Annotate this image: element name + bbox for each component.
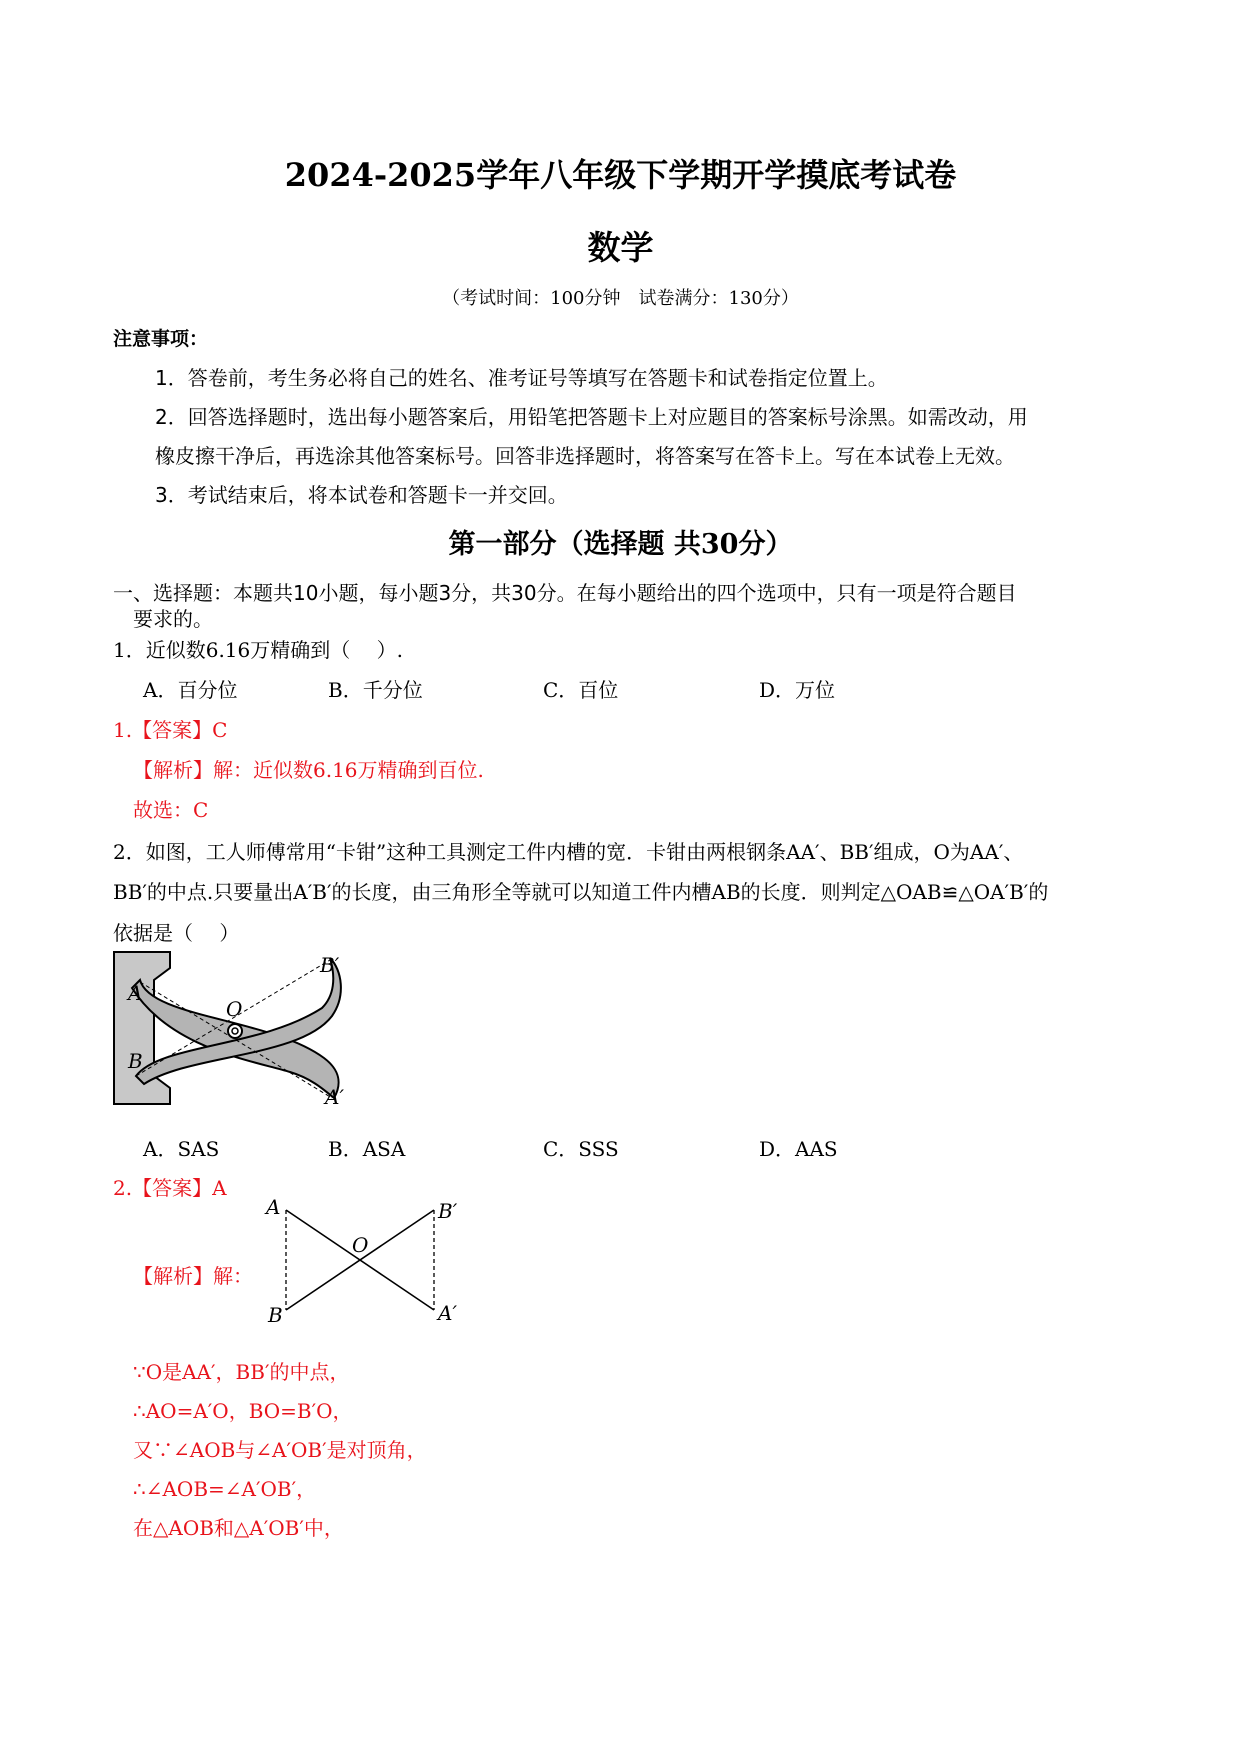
q2-analysis-line-5: 在△AOB和△A′OB′中， [133, 1516, 344, 1540]
label-b-prime: B′ [320, 953, 340, 977]
note-item-2: 2．回答选择题时，选出每小题答案后，用铅笔把答题卡上对应题目的答案标号涂黑。如需改动，用 [155, 405, 1028, 429]
q2-option-b: B．ASA [328, 1137, 406, 1161]
q1-stem: 1．近似数6.16万精确到（ ）. [113, 638, 403, 662]
caliper-figure [110, 948, 380, 1108]
q1-option-a: A．百分位 [143, 678, 238, 702]
part1-title: 第一部分（选择题 共30分） [448, 529, 793, 560]
diagram-label-b-prime: B′ [438, 1199, 458, 1223]
q2-option-d: D．AAS [759, 1137, 838, 1161]
note-item-1: 1．答卷前，考生务必将自己的姓名、准考证号等填写在答题卡和试卷指定位置上。 [155, 366, 888, 390]
q1-analysis: 【解析】解：近似数6.16万精确到百位. [133, 758, 484, 782]
label-b: B [128, 1049, 143, 1073]
note-item-3: 3．考试结束后，将本试卷和答题卡一并交回。 [155, 483, 568, 507]
q2-analysis-label: 【解析】解： [133, 1264, 253, 1288]
q2-stem-line-3: 依据是（ ） [113, 921, 240, 945]
q2-option-a: A．SAS [143, 1137, 220, 1161]
q2-analysis-line-2: ∴AO=A′O，BO=B′O， [133, 1399, 353, 1423]
answer-diagram [260, 1196, 470, 1326]
label-o: O [226, 997, 243, 1021]
q2-stem-line-1: 2．如图，工人师傅常用“卡钳”这种工具测定工件内槽的宽．卡钳由两根钢条AA′、BB′组成，O为AA′、 [113, 840, 1024, 864]
notes-heading: 注意事项： [113, 328, 209, 350]
q1-option-d: D．万位 [759, 678, 836, 702]
q1-answer: 1.【答案】C [113, 718, 228, 742]
section-intro-line-2: 要求的。 [133, 607, 213, 631]
q1-option-b: B．千分位 [328, 678, 423, 702]
diagram-label-o: O [352, 1233, 369, 1257]
diagram-label-a-prime: A′ [438, 1301, 457, 1325]
q2-stem-line-2: BB′的中点.只要量出A′B′的长度，由三角形全等就可以知道工件内槽AB的长度．则判定△OAB≌△OA′B′的 [113, 880, 1049, 904]
diagram-label-b: B [268, 1303, 283, 1326]
diagram-label-a: A [266, 1196, 281, 1219]
exam-subject: 数学 [587, 228, 654, 267]
q2-analysis-line-1: ∵O是AA′，BB′的中点， [133, 1360, 350, 1384]
q2-option-c: C．SSS [543, 1137, 619, 1161]
q2-analysis-line-4: ∴∠AOB=∠A′OB′， [133, 1477, 317, 1501]
exam-title: 2024-2025学年八年级下学期开学摸底考试卷 [284, 156, 957, 194]
q2-answer: 2.【答案】A [113, 1176, 227, 1200]
label-a: A [128, 981, 143, 1005]
pivot-circle [228, 1024, 242, 1038]
q1-option-c: C．百位 [543, 678, 619, 702]
q1-conclusion: 故选：C [133, 798, 209, 822]
label-a-prime: A′ [325, 1085, 344, 1108]
q2-analysis-line-3: 又∵∠AOB与∠A′OB′是对顶角， [133, 1438, 427, 1462]
exam-info: （考试时间：100分钟 试卷满分：130分） [442, 288, 799, 309]
section-intro-line-1: 一、选择题：本题共10小题，每小题3分，共30分。在每小题给出的四个选项中，只有一项是符合题目 [113, 581, 1017, 605]
note-item-2-cont: 橡皮擦干净后，再选涂其他答案标号。回答非选择题时，将答案写在答卡上。写在本试卷上无效。 [155, 444, 1015, 468]
